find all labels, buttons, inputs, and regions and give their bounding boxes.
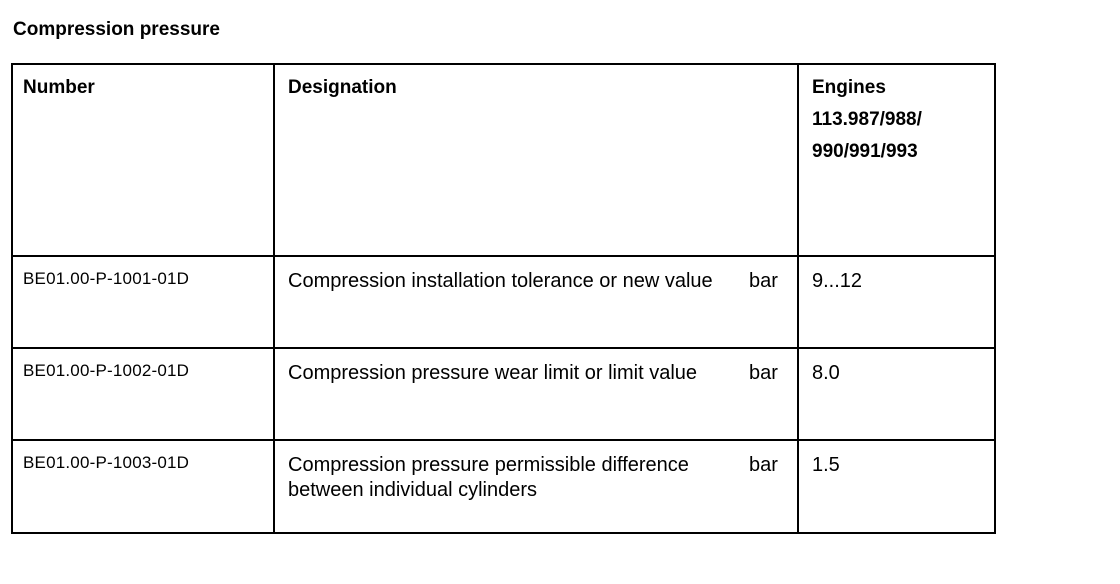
row-unit: bar bbox=[749, 454, 778, 476]
row-unit: bar bbox=[749, 362, 778, 384]
row-number: BE01.00-P-1003-01D bbox=[12, 440, 274, 533]
header-engines-label: Engines bbox=[812, 77, 886, 98]
row-designation: Compression installation tolerance or new value bbox=[288, 270, 713, 292]
header-designation bbox=[274, 64, 798, 256]
row-designation-cell bbox=[274, 256, 798, 348]
row-number: BE01.00-P-1002-01D bbox=[12, 348, 274, 440]
header-engines-models-line1: 113.987/988/ bbox=[812, 109, 922, 130]
table-row bbox=[12, 348, 995, 440]
header-number bbox=[12, 64, 274, 256]
row-value: 8.0 bbox=[798, 348, 995, 440]
header-designation-label: Designation bbox=[288, 77, 397, 98]
row-designation-cell bbox=[274, 348, 798, 440]
table-header-row bbox=[12, 64, 995, 256]
row-value: 1.5 bbox=[798, 440, 995, 533]
table-row bbox=[12, 256, 995, 348]
compression-spec-table bbox=[11, 63, 996, 534]
row-designation: Compression pressure permissible difference between individual cylinders bbox=[288, 454, 689, 501]
row-value: 9...12 bbox=[798, 256, 995, 348]
header-number-label: Number bbox=[23, 77, 95, 98]
row-number: BE01.00-P-1001-01D bbox=[12, 256, 274, 348]
row-unit: bar bbox=[749, 270, 778, 292]
table-row bbox=[12, 440, 995, 533]
header-engines bbox=[798, 64, 995, 256]
header-engines-models-line2: 990/991/993 bbox=[812, 141, 918, 162]
row-designation-cell bbox=[274, 440, 798, 533]
row-designation: Compression pressure wear limit or limit value bbox=[288, 362, 698, 384]
page-title: Compression pressure bbox=[13, 19, 220, 40]
